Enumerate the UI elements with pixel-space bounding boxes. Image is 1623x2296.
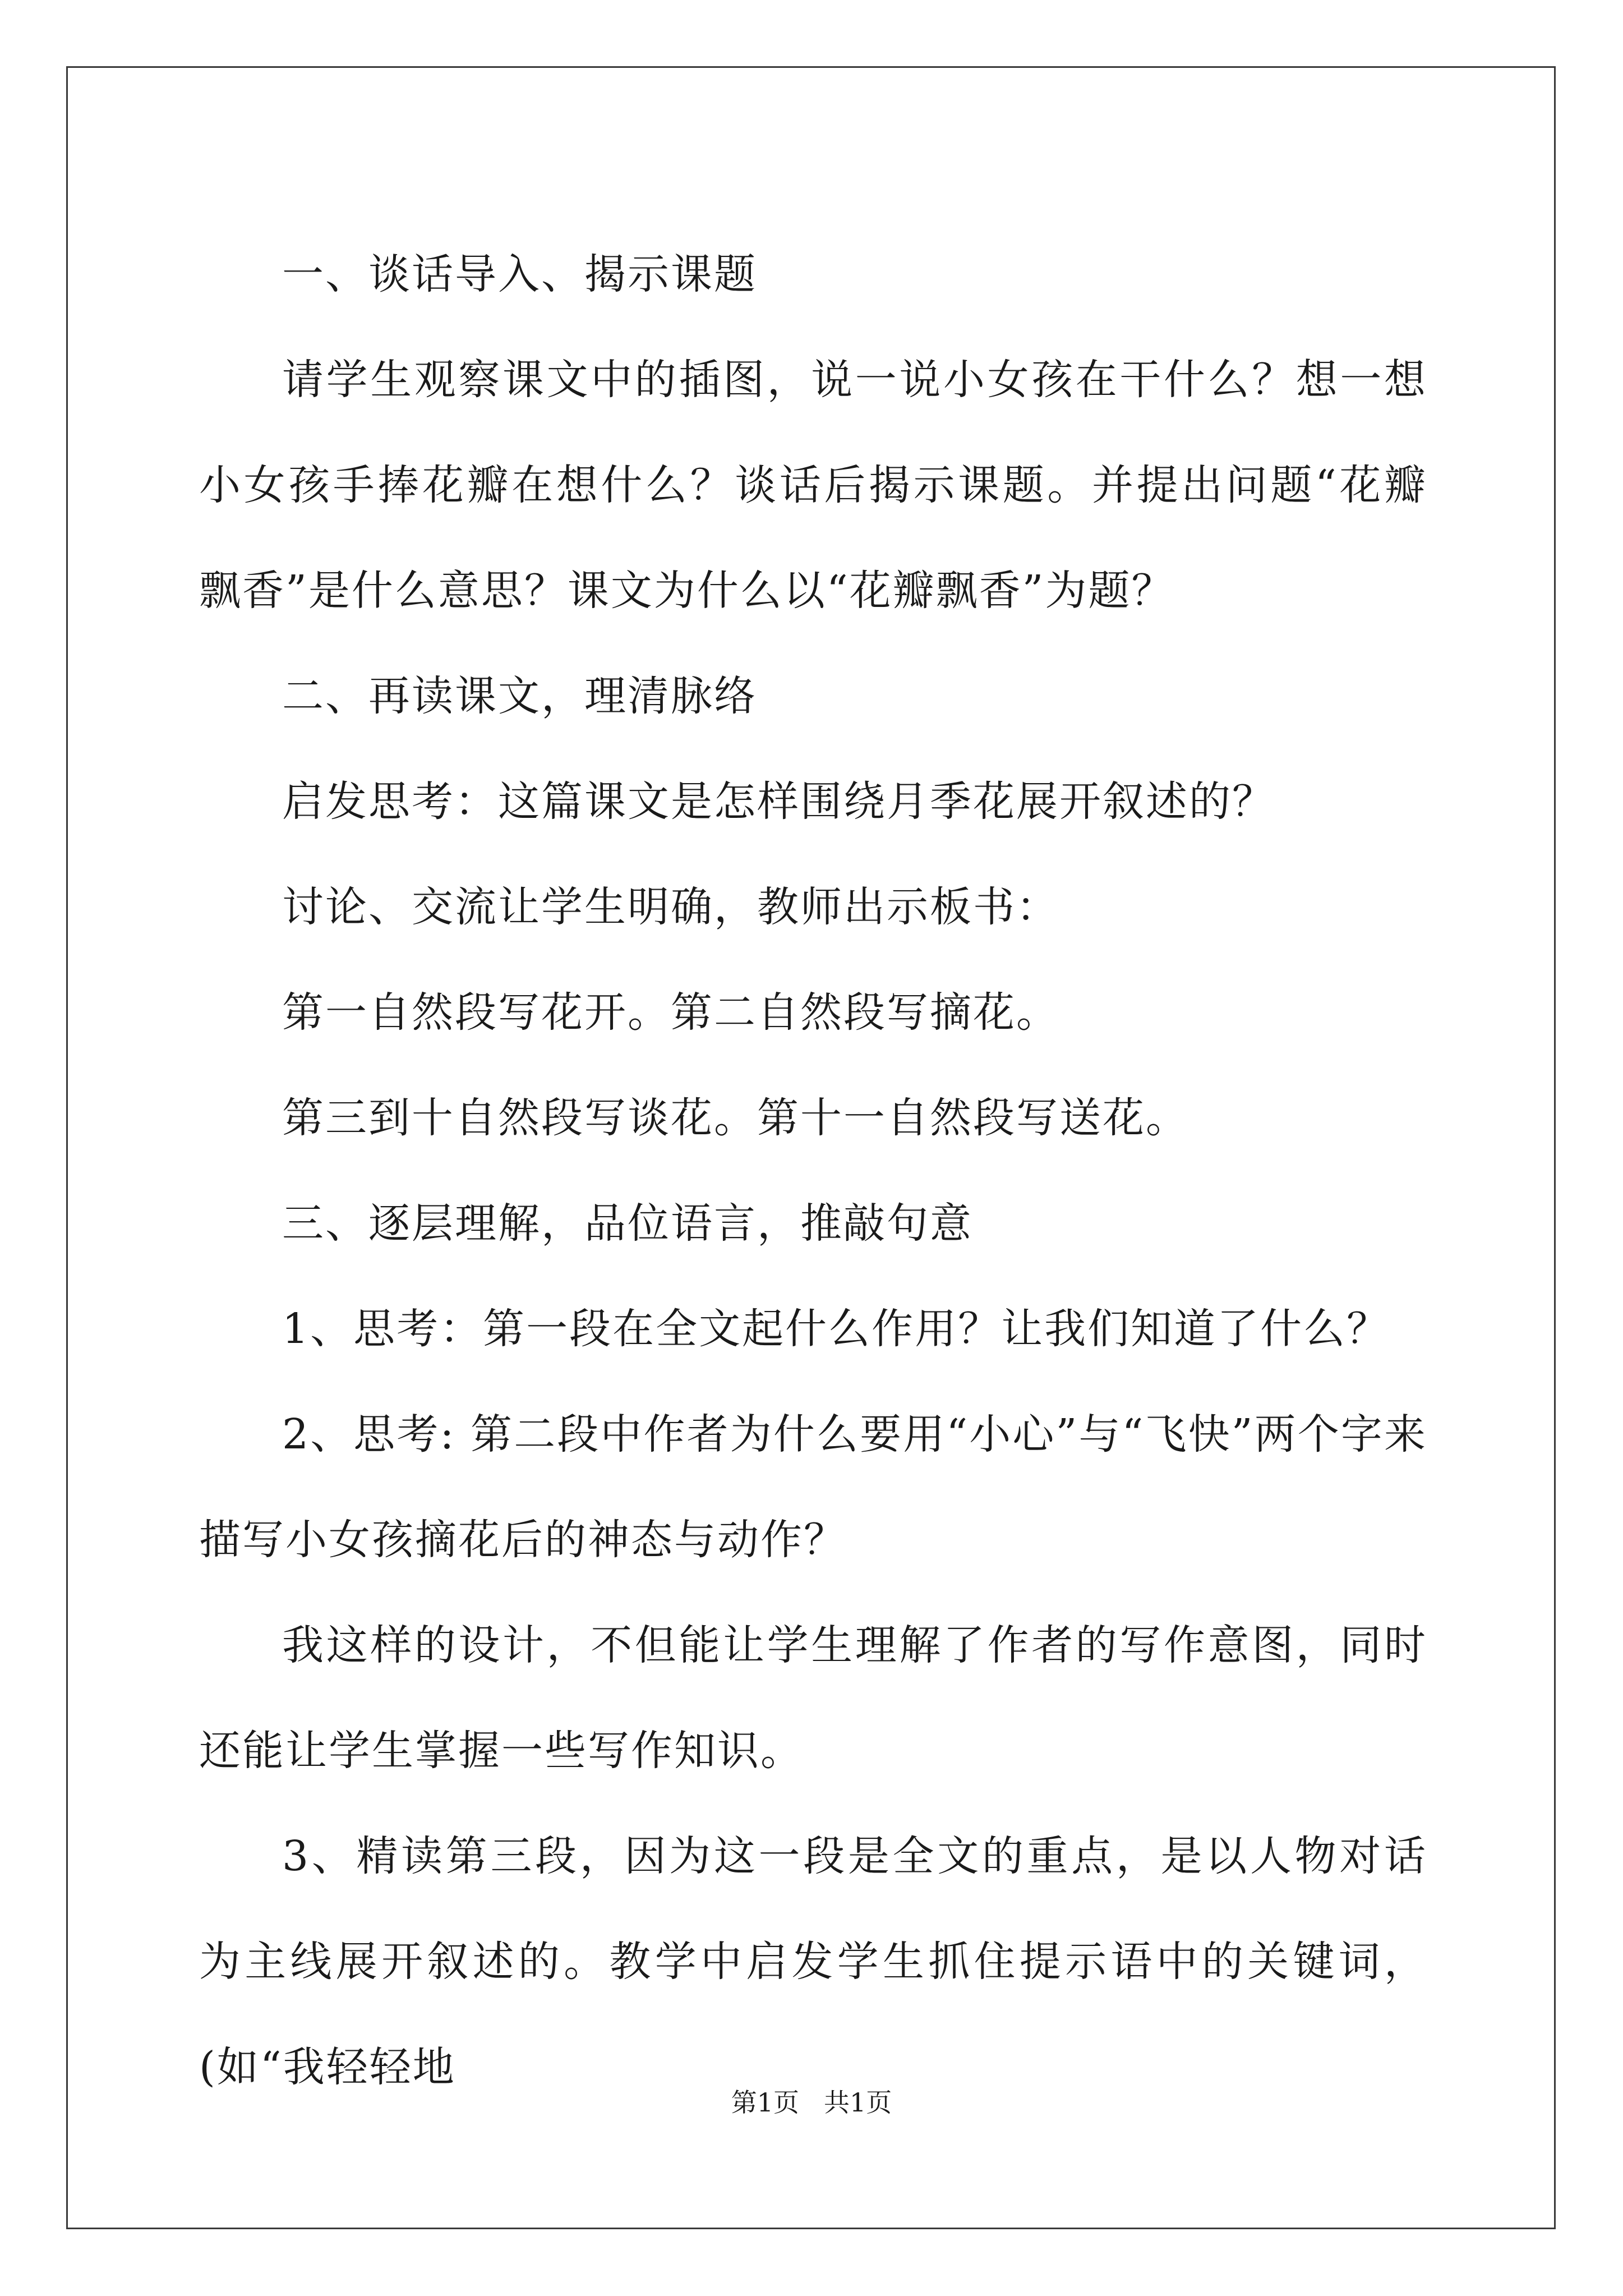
- paragraph: 1、思考：第一段在全文起什么作用？让我们知道了什么？: [282, 1305, 1390, 1353]
- paragraph: 讨论、交流让学生明确，教师出示板书：: [282, 883, 1059, 931]
- paragraph: 第三到十自然段写谈花。第十一自然段写送花。: [282, 1094, 1189, 1142]
- paragraph: 2、思考: 第二段中作者为什么要用“小心”与“飞快”两个字来描写小女孩摘花后的神态与动作？: [199, 1410, 1427, 1564]
- page-number: 第1页: [731, 2087, 800, 2118]
- page-footer: [0, 2082, 1623, 2119]
- paragraph: 我这样的设计，不但能让学生理解了作者的写作意图，同时还能让学生掌握一些写作知识。: [199, 1621, 1427, 1775]
- paragraph: 请学生观察课文中的插图，说一说小女孩在干什么？想一想小女孩手捧花瓣在想什么？谈话后揭示课题。并提出问题“花瓣飘香”是什么意思？课文为什么以“花瓣飘香”为题？: [199, 356, 1427, 615]
- section-heading-1: 一、谈话导入、揭示课题: [282, 250, 757, 298]
- page-total: 共1页: [823, 2087, 892, 2118]
- paragraph: 3、精读第三段，因为这一段是全文的重点，是以人物对话为主线展开叙述的。教学中启发学生抓住提示语中的关键词，(如“我轻轻地: [199, 1832, 1427, 2091]
- section-heading-3: 三、逐层理解，品位语言，推敲句意: [282, 1199, 973, 1248]
- document-body: [199, 222, 1427, 2120]
- paragraph: 第一自然段写花开。第二自然段写摘花。: [282, 988, 1059, 1037]
- section-heading-2: 二、再读课文，理清脉络: [282, 672, 757, 720]
- paragraph: 启发思考：这篇课文是怎样围绕月季花展开叙述的？: [282, 777, 1275, 826]
